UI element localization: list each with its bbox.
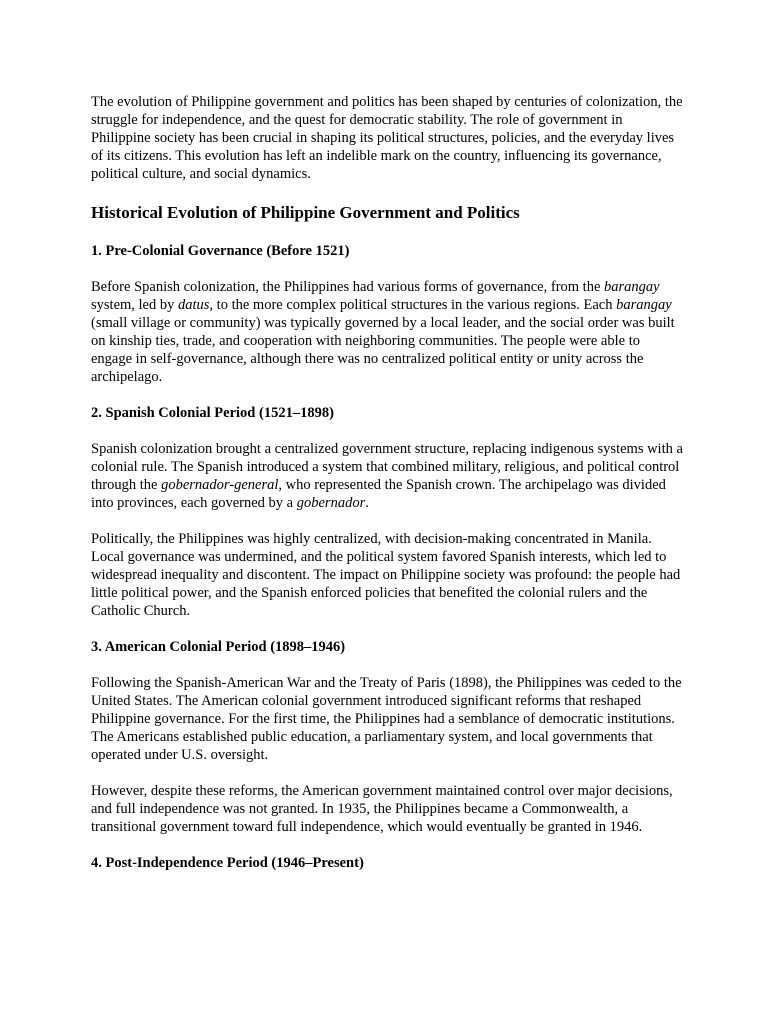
italic-term: barangay (604, 279, 660, 295)
section-title-spanish: 2. Spanish Colonial Period (1521–1898) (91, 405, 334, 421)
italic-term: gobernador (296, 495, 366, 511)
text-run: . (365, 495, 369, 511)
paragraph-american-2: However, despite these reforms, the American government maintained control over major decisions, and full independence was not granted. In 1935, the Philippines became a Commonwealth, a transitional government toward full independence, which would eventually be granted in 1946. (91, 783, 673, 835)
section-title-post-independence: 4. Post-Independence Period (1946–Present) (91, 855, 364, 871)
paragraph-american-1: Following the Spanish-American War and the Treaty of Paris (1898), the Philippines was ceded to the United States. The American colonial government introduced significant reforms that reshaped Philippine governance. For the first time, the Philippines had a semblance of democratic institutions. The Americans established public education, a parliamentary system, and local governments that operated under U.S. oversight. (91, 675, 682, 763)
italic-term: barangay (616, 297, 672, 313)
text-run: system, led by (91, 297, 178, 313)
section-title-american: 3. American Colonial Period (1898–1946) (91, 639, 346, 655)
document-page (91, 93, 683, 890)
italic-term: gobernador-general (161, 477, 279, 493)
text-run: (small village or community) was typically governed by a local leader, and the social order was built on kinship ties, trade, and cooperation with neighboring communities. The people were able to engage in self-governance, although there was no centralized political entity or unity across the archipelago. (91, 315, 675, 385)
intro-paragraph: The evolution of Philippine government and politics has been shaped by centuries of colonization, the struggle for independence, and the quest for democratic stability. The role of government in Philippine society has been crucial in shaping its political structures, policies, and the everyday lives of its citizens. This evolution has left an indelible mark on the country, influencing its governance, political culture, and social dynamics. (91, 94, 683, 182)
text-run: Spanish colonization brought a centralized government structure, replacing indigenous systems with a colonial rule. The Spanish introduced a system that combined military, religious, and political control through the (91, 441, 683, 493)
paragraph-spanish-2: Politically, the Philippines was highly centralized, with decision-making concentrated in Manila. Local governance was undermined, and the political system favored Spanish interests, which led to widespread inequality and discontent. The impact on Philippine society was profound: the people had little political power, and the Spanish enforced policies that benefited the colonial rulers and the Catholic Church. (91, 531, 681, 619)
text-run: , to the more complex political structures in the various regions. Each (209, 297, 617, 313)
main-heading: Historical Evolution of Philippine Government and Politics (91, 203, 520, 222)
section-title-pre-colonial: 1. Pre-Colonial Governance (Before 1521) (91, 243, 350, 259)
paragraph-pre-colonial (91, 278, 683, 386)
text-run: Before Spanish colonization, the Philippines had various forms of governance, from the (91, 279, 605, 295)
italic-term: datus (178, 297, 210, 313)
text-run: , who represented the Spanish crown. The archipelago was divided into provinces, each governed by a (91, 477, 666, 511)
paragraph-spanish-1 (91, 440, 683, 512)
